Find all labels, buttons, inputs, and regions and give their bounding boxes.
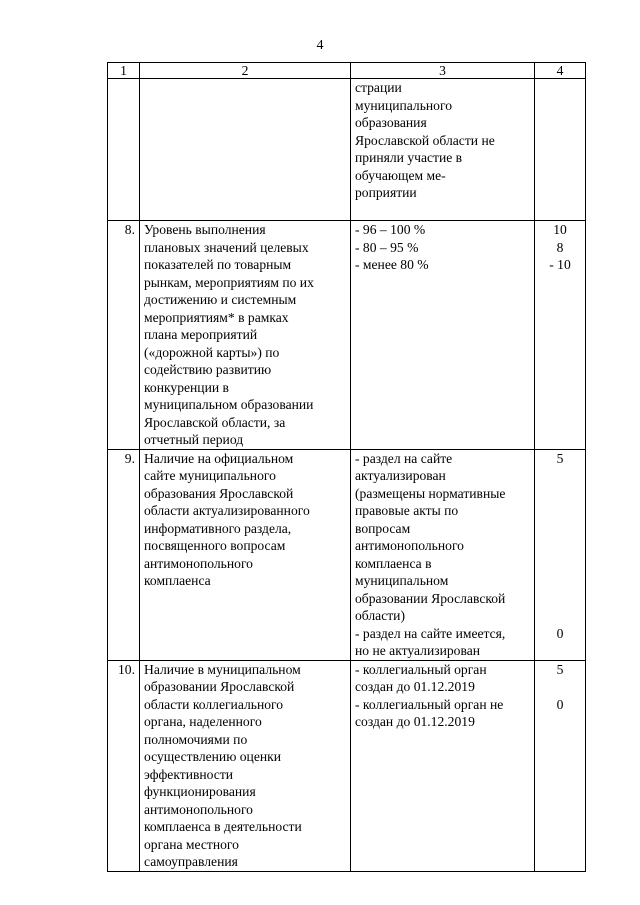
indicator-line: органа местного — [144, 836, 239, 852]
criteria-line: образовании Ярославской — [355, 590, 506, 606]
score-spacer — [539, 642, 581, 660]
indicator-line: муниципальном образовании — [144, 397, 314, 412]
score-cell — [535, 79, 586, 221]
criteria-line: - коллегиальный орган не — [355, 696, 504, 712]
header-cell-2: 2 — [140, 63, 351, 79]
criteria-line: муниципальном — [355, 573, 449, 588]
criteria-line: но не актуализирован — [355, 643, 481, 658]
criteria-line: комплаенса в — [355, 555, 432, 571]
criteria-line: приняли участие в — [355, 150, 463, 165]
score-spacer — [539, 467, 581, 485]
criteria-line: - раздел на сайте имеется, — [355, 625, 506, 641]
indicator-cell — [140, 449, 351, 660]
table-header-row — [108, 63, 586, 79]
criteria-line: муниципального — [355, 97, 453, 113]
indicator-line: Ярославской области, за — [144, 414, 286, 430]
header-cell-1: 1 — [108, 63, 140, 79]
score-spacer — [539, 590, 581, 608]
page-number: 4 — [316, 38, 324, 53]
criteria-table — [107, 62, 586, 872]
criteria-cell — [351, 79, 535, 221]
row-number: 9. — [108, 449, 140, 660]
criteria-line: образования — [355, 115, 427, 130]
row-number: 8. — [108, 221, 140, 450]
indicator-line: комплаенса — [144, 573, 211, 588]
criteria-line: антимонопольного — [355, 538, 464, 553]
criteria-cell — [351, 449, 535, 660]
indicator-line: эффективности — [144, 766, 234, 782]
indicator-cell — [140, 79, 351, 221]
score-spacer — [539, 537, 581, 555]
score-spacer — [539, 555, 581, 573]
criteria-line: правовые акты по — [355, 503, 459, 518]
criteria-line: вопросам — [355, 520, 411, 536]
criteria-line: - 96 – 100 % — [355, 222, 426, 237]
score-cell — [535, 449, 586, 660]
score-value: 5 — [556, 450, 564, 466]
header-cell-3: 3 — [351, 63, 535, 79]
criteria-cell — [351, 660, 535, 871]
criteria-line: обучающем ме- — [355, 167, 446, 183]
indicator-line: («дорожной карты») по — [144, 344, 280, 360]
indicator-line: комплаенса в деятельности — [144, 819, 302, 834]
score-spacer — [539, 520, 581, 538]
header-cell-4: 4 — [535, 63, 586, 79]
score-spacer — [539, 607, 581, 625]
indicator-line: достижению и системным — [144, 292, 297, 307]
num-cell — [108, 79, 140, 221]
score-spacer — [539, 572, 581, 590]
table-row-continuation — [108, 79, 586, 221]
score-value: 10 — [553, 222, 567, 237]
score-cell — [535, 660, 586, 871]
indicator-cell — [140, 660, 351, 871]
indicator-line: полномочиями по — [144, 731, 248, 747]
score-value: 0 — [556, 625, 564, 641]
criteria-line: создан до 01.12.2019 — [355, 679, 475, 694]
criteria-line: - менее 80 % — [355, 257, 429, 272]
score-spacer — [539, 678, 581, 696]
indicator-line: отчетный период — [144, 432, 244, 447]
indicator-cell — [140, 221, 351, 450]
criteria-line: роприятии — [355, 185, 417, 200]
criteria-line: (размещены нормативные — [355, 485, 506, 501]
criteria-line: - раздел на сайте — [355, 450, 453, 466]
criteria-line: создан до 01.12.2019 — [355, 714, 475, 729]
score-value: 0 — [556, 696, 564, 712]
indicator-line: органа, наделенного — [144, 714, 262, 729]
indicator-line: показателей по товарным — [144, 257, 292, 272]
indicator-line: Наличие на официальном — [144, 450, 294, 466]
row-number: 10. — [108, 660, 140, 871]
criteria-line: Ярославской области не — [355, 132, 495, 148]
criteria-cell — [351, 221, 535, 450]
indicator-line: Уровень выполнения — [144, 222, 266, 237]
indicator-line: плановых значений целевых — [144, 239, 309, 255]
indicator-line: рынкам, мероприятиям по их — [144, 274, 314, 290]
score-spacer — [539, 502, 581, 520]
indicator-line: самоуправления — [144, 854, 238, 869]
score-value: 5 — [556, 661, 564, 677]
table-row — [108, 660, 586, 871]
indicator-line: мероприятиям* в рамках — [144, 309, 289, 325]
indicator-line: функционирования — [144, 784, 256, 799]
score-value: 8 — [556, 239, 564, 255]
indicator-line: содействию развитию — [144, 362, 272, 377]
score-cell — [535, 221, 586, 450]
indicator-line: антимонопольного — [144, 801, 253, 817]
score-value: - 10 — [549, 257, 571, 272]
criteria-line: области) — [355, 608, 405, 623]
score-spacer — [539, 485, 581, 503]
indicator-line: осуществлению оценки — [144, 749, 282, 764]
table-row — [108, 221, 586, 450]
criteria-line: страции — [355, 80, 402, 95]
indicator-line: конкуренции в — [144, 379, 229, 395]
indicator-line: плана мероприятий — [144, 327, 258, 342]
indicator-line: сайте муниципального — [144, 468, 276, 483]
indicator-line: области коллегиального — [144, 696, 284, 712]
indicator-line: информативного раздела, — [144, 520, 292, 536]
table-row — [108, 449, 586, 660]
indicator-line: образовании Ярославской — [144, 679, 295, 694]
indicator-line: Наличие в муниципальном — [144, 661, 301, 677]
criteria-line: актуализирован — [355, 468, 446, 483]
indicator-line: образования Ярославской — [144, 485, 294, 501]
indicator-line: посвященного вопросам — [144, 538, 286, 553]
score-spacer — [539, 713, 581, 731]
indicator-line: антимонопольного — [144, 555, 253, 571]
indicator-line: области актуализированного — [144, 503, 310, 518]
criteria-line: - коллегиальный орган — [355, 661, 487, 677]
criteria-line: - 80 – 95 % — [355, 239, 419, 255]
